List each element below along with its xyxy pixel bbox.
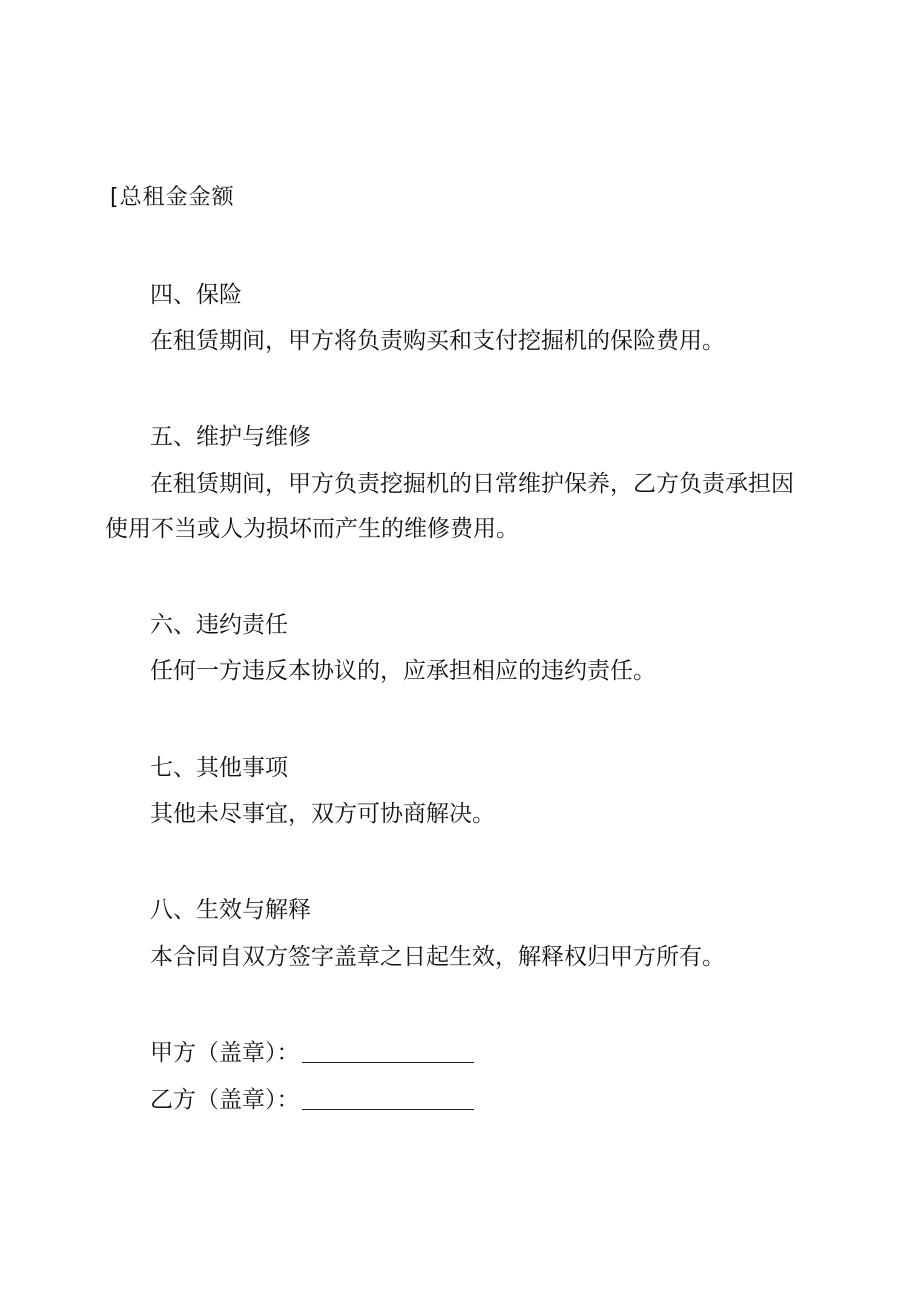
section-heading-insurance: 四、保险 xyxy=(150,282,242,308)
party-b-seal-label: 乙方（盖章）： xyxy=(150,1087,300,1113)
section-text-maintenance-line2: 使用不当或人为损坏而产生的维修费用。 xyxy=(105,516,519,542)
party-b-signature-line[interactable] xyxy=(302,1109,474,1110)
section-text-other-matters: 其他未尽事宜，双方可协商解决。 xyxy=(150,801,495,827)
party-a-signature-row xyxy=(150,1042,474,1065)
party-b-signature-row xyxy=(150,1089,474,1112)
section-heading-other-matters: 七、其他事项 xyxy=(150,755,288,781)
section-text-effectiveness: 本合同自双方签字盖章之日起生效，解释权归甲方所有。 xyxy=(150,944,725,970)
section-text-liability: 任何一方违反本协议的，应承担相应的违约责任。 xyxy=(150,658,656,684)
section-heading-liability: 六、违约责任 xyxy=(150,612,288,638)
total-rent-amount-fragment: [总租金金额 xyxy=(110,185,235,210)
party-a-seal-label: 甲方（盖章）： xyxy=(150,1040,300,1066)
section-text-maintenance-line1: 在租赁期间，甲方负责挖掘机的日常维护保养，乙方负责承担因 xyxy=(150,471,794,497)
party-a-signature-line[interactable] xyxy=(302,1062,474,1063)
section-heading-effectiveness: 八、生效与解释 xyxy=(150,897,311,923)
section-heading-maintenance: 五、维护与维修 xyxy=(150,424,311,450)
section-text-insurance: 在租赁期间，甲方将负责购买和支付挖掘机的保险费用。 xyxy=(150,328,725,354)
